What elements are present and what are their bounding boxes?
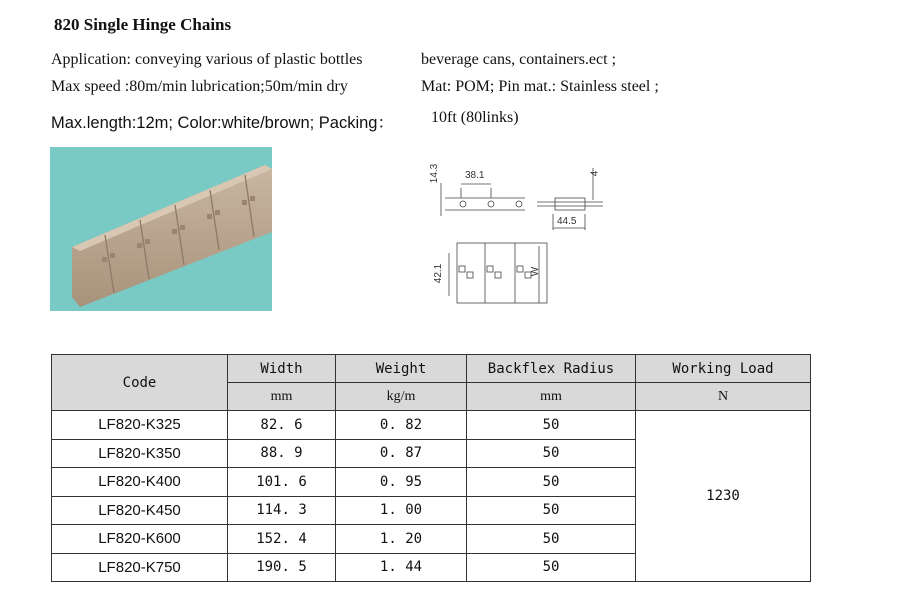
weight-cell: 1. 20 <box>336 525 467 554</box>
code-cell: LF820-K750 <box>52 553 228 582</box>
radius-cell: 50 <box>467 411 636 440</box>
weight-cell: 0. 82 <box>336 411 467 440</box>
height-label: 14.3 <box>429 163 441 184</box>
pitch-label: 38.1 <box>465 170 485 181</box>
packing-text: 10ft (80links) <box>431 109 519 126</box>
unit-backflex: mm <box>467 383 636 411</box>
application-cont-text: beverage cans, containers.ect ; <box>421 51 617 68</box>
width-cell: 88. 9 <box>228 439 336 468</box>
width-cell: 82. 6 <box>228 411 336 440</box>
max-length-text: Max.length:12m; Color:white/brown; Packing： <box>51 114 394 132</box>
pin-length-label: 44.5 <box>557 216 577 227</box>
width-cell: 152. 4 <box>228 525 336 554</box>
header-working-load: Working Load <box>636 355 811 383</box>
radius-cell: 50 <box>467 439 636 468</box>
spec-table <box>51 354 811 582</box>
application-text: Application: conveying various of plastic bottles <box>51 51 363 68</box>
header-code: Code <box>52 355 228 411</box>
code-cell: LF820-K600 <box>52 525 228 554</box>
weight-cell: 0. 87 <box>336 439 467 468</box>
table-row <box>52 411 811 440</box>
radius-cell: 50 <box>467 553 636 582</box>
width-cell: 101. 6 <box>228 468 336 497</box>
chain-photo <box>50 147 272 311</box>
width-cell: 190. 5 <box>228 553 336 582</box>
code-cell: LF820-K350 <box>52 439 228 468</box>
code-cell: LF820-K400 <box>52 468 228 497</box>
radius-cell: 50 <box>467 468 636 497</box>
header-backflex: Backflex Radius <box>467 355 636 383</box>
link-width-label: 42.1 <box>433 263 445 284</box>
width-w-label: W <box>530 266 542 277</box>
code-cell: LF820-K450 <box>52 496 228 525</box>
weight-cell: 1. 44 <box>336 553 467 582</box>
material-text: Mat: POM; Pin mat.: Stainless steel ; <box>421 78 659 95</box>
unit-width: mm <box>228 383 336 411</box>
header-width: Width <box>228 355 336 383</box>
working-load-cell: 1230 <box>636 411 811 582</box>
weight-cell: 0. 95 <box>336 468 467 497</box>
thickness-label: 4 <box>589 170 601 177</box>
unit-weight: kg/m <box>336 383 467 411</box>
radius-cell: 50 <box>467 496 636 525</box>
width-cell: 114. 3 <box>228 496 336 525</box>
code-cell: LF820-K325 <box>52 411 228 440</box>
unit-working-load: N <box>636 383 811 411</box>
dimension-drawing <box>425 148 615 308</box>
weight-cell: 1. 00 <box>336 496 467 525</box>
chain-illustration <box>50 147 272 311</box>
header-weight: Weight <box>336 355 467 383</box>
max-speed-text: Max speed :80m/min lubrication;50m/min dry <box>51 78 348 95</box>
page-title: 820 Single Hinge Chains <box>54 15 232 34</box>
radius-cell: 50 <box>467 525 636 554</box>
